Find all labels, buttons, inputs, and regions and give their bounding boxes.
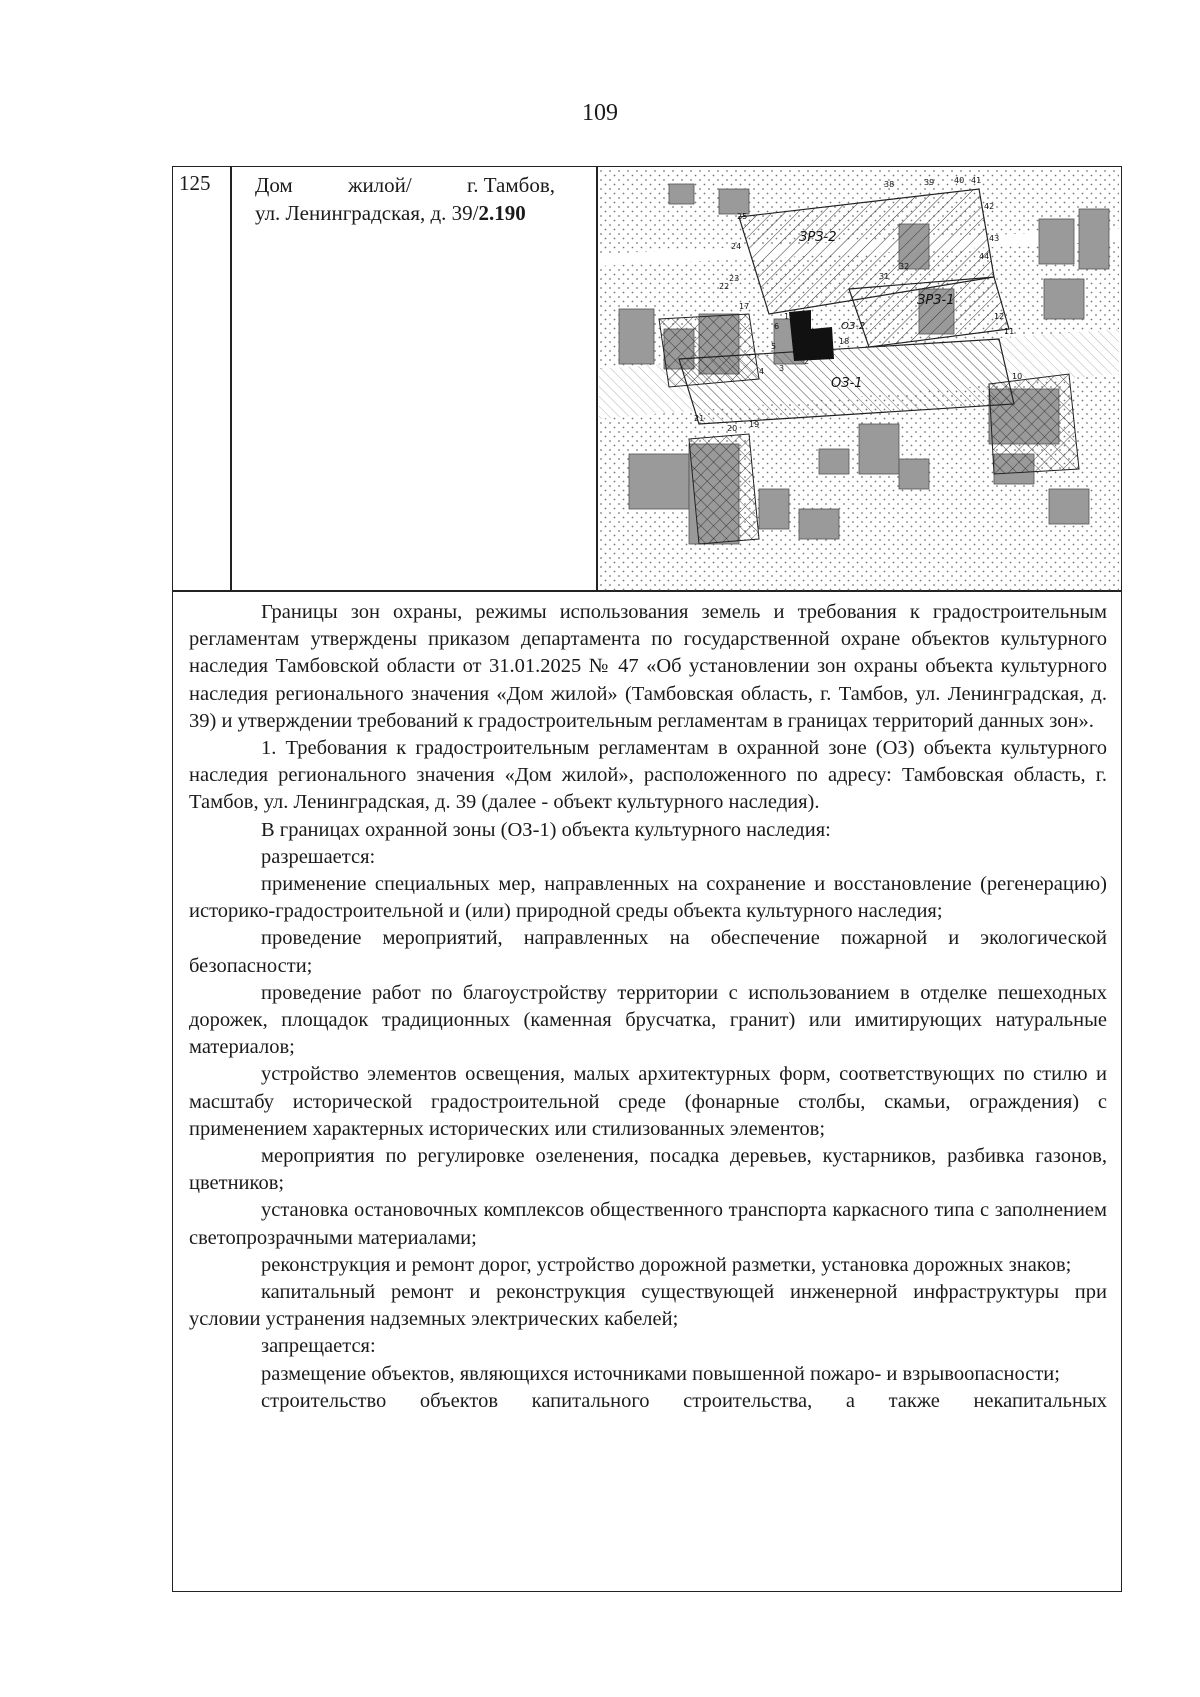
zone-label: ОЗ-2 bbox=[841, 321, 866, 332]
point-label: 11 bbox=[1004, 327, 1015, 336]
paragraph: В границах охранной зоны (ОЗ-1) объекта культурного наследия: bbox=[261, 818, 831, 841]
column-divider bbox=[230, 167, 232, 590]
paragraph: размещение объектов, являющихся источниками повышенной пожаро- и взрывоопасности; bbox=[261, 1362, 1060, 1385]
paragraph: мероприятия по регулировке озеленения, посадка деревьев, кустарников, разбивка газонов, цветников; bbox=[189, 1145, 1107, 1195]
point-label: 23 bbox=[729, 274, 740, 283]
object-name bbox=[255, 171, 555, 227]
point-label: 3 bbox=[779, 364, 785, 373]
object-type-word: Дом bbox=[255, 173, 293, 197]
point-label: 44 bbox=[979, 252, 990, 261]
row-number: 125 bbox=[179, 171, 211, 195]
point-label: 18 bbox=[839, 337, 850, 346]
paragraph: капитальный ремонт и реконструкция существующей инженерной инфраструктуры при условии устранения надземных электрических кабелей; bbox=[189, 1281, 1107, 1331]
object-address: ул. Ленинградская, д. 39/ bbox=[255, 201, 479, 225]
zone-label: ЗРЗ-2 bbox=[799, 230, 837, 245]
zone-cross bbox=[659, 314, 759, 387]
point-label: 17 bbox=[739, 302, 750, 311]
point-label: 2 bbox=[804, 357, 810, 366]
point-label: 40 bbox=[954, 176, 965, 185]
object-code: 2.190 bbox=[478, 201, 526, 225]
zone-label: ОЗ-1 bbox=[831, 376, 863, 391]
heritage-table bbox=[172, 166, 1122, 1592]
paragraph: реконструкция и ремонт дорог, устройство дорожной разметки, установка дорожных знаков; bbox=[261, 1253, 1072, 1276]
point-label: 43 bbox=[989, 234, 1000, 243]
paragraph: проведение мероприятий, направленных на обеспечение пожарной и экологической безопасности; bbox=[189, 927, 1107, 977]
point-label: 24 bbox=[731, 242, 742, 251]
point-label: 10 bbox=[1012, 372, 1023, 381]
document-body bbox=[189, 599, 1107, 1415]
paragraph: запрещается: bbox=[261, 1335, 376, 1358]
point-label: 20 bbox=[727, 424, 738, 433]
point-label: 6 bbox=[774, 322, 780, 331]
point-label: 32 bbox=[899, 262, 910, 271]
paragraph: применение специальных мер, направленных на сохранение и восстановление (регенерацию) историко-градостроительной и (или) природной среды объекта культурного наследия; bbox=[189, 873, 1107, 923]
point-label: 25 bbox=[737, 212, 748, 221]
paragraph: 1. Требования к градостроительным регламентам в охранной зоне (ОЗ) объекта культурного наследия регионального значения «Дом жилой», расположенного по адресу: Тамбовская область, г. Тамбов, ул. Ленинградская, д. 39 (далее - объект культурного наследия). bbox=[189, 737, 1107, 814]
point-label: 19 bbox=[749, 420, 760, 429]
point-label: 1 bbox=[784, 312, 790, 321]
zone-label: ЗРЗ-1 bbox=[917, 293, 955, 308]
paragraph: Границы зон охраны, режимы использования земель и требования к градостроительным регламентам утверждены приказом департамента по государственной охране объектов культурного наследия Тамбовской области от 31.01.2025 № 47 «Об установлении зон охраны объекта культурного наследия регионального значения «Дом жилой» (Тамбовская область, г. Тамбов, ул. Ленинградская, д. 39) и утверждении требований к градостроительным регламентам в границах территорий данных зон». bbox=[189, 601, 1107, 732]
paragraph: проведение работ по благоустройству территории с использованием в отделке пешеходных дорожек, площадок традиционных (каменная брусчатка, гранит) или имитирующих натуральные материалов; bbox=[189, 981, 1107, 1059]
point-label: 4 bbox=[759, 367, 765, 376]
point-label: 12 bbox=[994, 312, 1005, 321]
paragraph: разрешается: bbox=[261, 845, 376, 868]
paragraph: установка остановочных комплексов общественного транспорта каркасного типа с заполнением светопрозрачными материалами; bbox=[189, 1199, 1107, 1249]
zone-map bbox=[599, 169, 1119, 592]
paragraph: устройство элементов освещения, малых архитектурных форм, соответствующих по стилю и масштабу исторической градостроительной среде (фонарные столбы, скамьи, ограждения) с применением характерных исторических или стилизованных элементов; bbox=[189, 1063, 1107, 1140]
zone-cross bbox=[689, 434, 759, 544]
point-label: 39 bbox=[924, 178, 935, 187]
point-label: 31 bbox=[879, 272, 890, 281]
point-label: 21 bbox=[694, 414, 705, 423]
paragraph: строительство объектов капитального строительства, а также некапитальных bbox=[261, 1389, 1107, 1412]
column-divider bbox=[596, 167, 598, 590]
object-city: г. Тамбов, bbox=[466, 173, 555, 197]
point-label: 22 bbox=[719, 282, 730, 291]
point-label: 5 bbox=[771, 342, 777, 351]
zone-cross bbox=[989, 374, 1079, 474]
point-label: 42 bbox=[984, 202, 995, 211]
point-label: 38 bbox=[884, 180, 895, 189]
page-number: 109 bbox=[582, 100, 618, 126]
point-label: 41 bbox=[971, 176, 982, 185]
object-type-word: жилой/ bbox=[347, 173, 412, 197]
